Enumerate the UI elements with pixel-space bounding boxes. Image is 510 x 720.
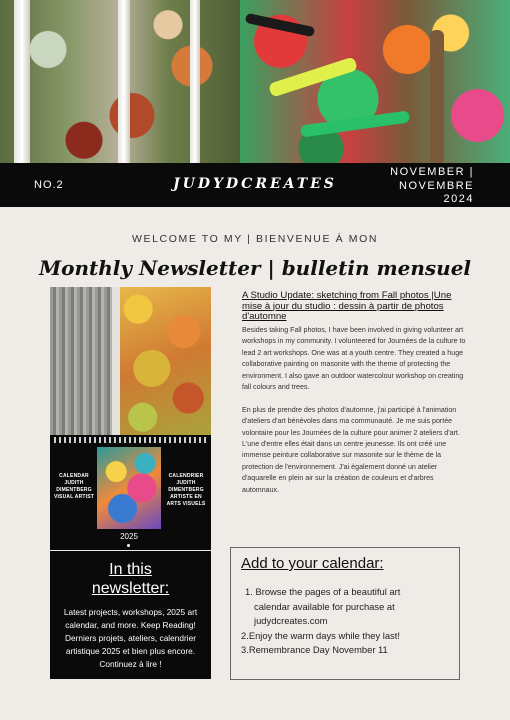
birch-trunk — [14, 0, 30, 165]
in-this-newsletter-title — [50, 560, 211, 598]
cover-text: JUDITH — [176, 480, 196, 486]
list-number: 3. — [241, 644, 249, 655]
list-text: Enjoy the warm days while they last! — [248, 629, 400, 641]
list-number: 1. — [245, 586, 253, 597]
title-line: In this — [109, 561, 152, 578]
add-to-calendar-box — [230, 547, 460, 680]
list-text: Browse the pages of a beautiful art — [255, 586, 401, 597]
calendar-cover-label — [50, 473, 98, 501]
hero-collage-image — [0, 0, 510, 165]
article-paragraph-french: En plus de prendre des photos d'automne, j'ai participé à l'animation d'ateliers d'art bénévoles dans ma communauté. Je me suis portée volontaire pour les Journées de la culture pour animer 2 ateliers d'art. L'une d'entre elles était dans un centre jeunesse. Ils ont créé une immense peinture collaborative sur masonite sur le thème de la protection de l'environnement. J'ai également donné un atelier d'aquarelle en plein air sur la création de couleurs et d'arbres automnaux. — [242, 405, 460, 494]
brand-name: JUDYDCREATES — [173, 176, 337, 192]
cover-text: CALENDRIER — [168, 473, 204, 479]
date-line: NOVEMBRE — [399, 179, 474, 192]
birch-trunk — [190, 0, 200, 165]
date-line: NOVEMBER | — [390, 166, 474, 178]
issue-number: NO.2 — [34, 179, 64, 191]
cover-text: DIMENTBERG — [56, 487, 92, 493]
cover-text: CALENDAR — [59, 473, 89, 479]
tree-trunk-stroke — [430, 30, 444, 165]
list-item — [241, 629, 451, 644]
autumn-leaves — [120, 287, 211, 435]
list-text: Remembrance Day November 11 — [248, 644, 388, 655]
calendar-year: 2025 — [120, 532, 138, 541]
page-title: Monthly Newsletter | bulletin mensuel — [38, 256, 472, 280]
title-line: newsletter: — [91, 580, 170, 597]
add-to-calendar-title: Add to your calendar: — [241, 555, 384, 572]
list-item — [241, 585, 451, 629]
list-text: calendar available for purchase at — [254, 600, 395, 612]
article-body — [242, 325, 470, 507]
in-this-newsletter-text: Latest projects, workshops, 2025 art calendar, and more. Keep Reading! Derniers projets, ateliers, calendrier artistique 2025 et bien plus encore. Continuez à lire ! — [63, 607, 198, 669]
spiral-binding — [54, 437, 207, 443]
in-this-newsletter-box — [50, 551, 211, 679]
calendar-cover-label — [161, 473, 211, 508]
calendar-artwork — [97, 447, 161, 529]
calendar-cover-image — [50, 435, 211, 550]
article-title: A Studio Update: sketching from Fall photos |Une mise à jour du studio : dessin à partir de photos d'automne — [242, 290, 452, 322]
welcome-line: WELCOME TO MY | BIENVENUE À MON — [131, 233, 379, 245]
fall-leaves-photo — [50, 287, 211, 435]
cover-text: VISUAL ARTIST — [53, 494, 95, 500]
birch-trunk — [118, 0, 130, 165]
article-paragraph-english: Besides taking Fall photos, I have been involved in giving volunteer art workshops in my community. I volunteered for Journées de la culture to lead 2 art workshops. One was at a youth centre. They created a huge collaborative painting on masonite with the theme of protecting the environment. I also gave an outdoor watercolour workshop on creating fall colours and trees. — [242, 326, 466, 392]
masthead-bar — [0, 163, 510, 207]
issue-date — [390, 166, 474, 207]
list-text: judydcreates.com — [254, 615, 328, 626]
list-number: 2. — [241, 629, 249, 641]
cover-text: JUDITH — [64, 480, 84, 486]
list-item — [241, 643, 451, 658]
date-line: 2024 — [443, 193, 474, 205]
cover-text: DIMENTBERG — [168, 487, 204, 493]
cover-text: ARTS VISUELS — [166, 501, 206, 507]
cover-text: ARTISTE EN — [170, 494, 202, 500]
dot-icon — [127, 544, 130, 547]
calendar-list — [241, 585, 451, 658]
